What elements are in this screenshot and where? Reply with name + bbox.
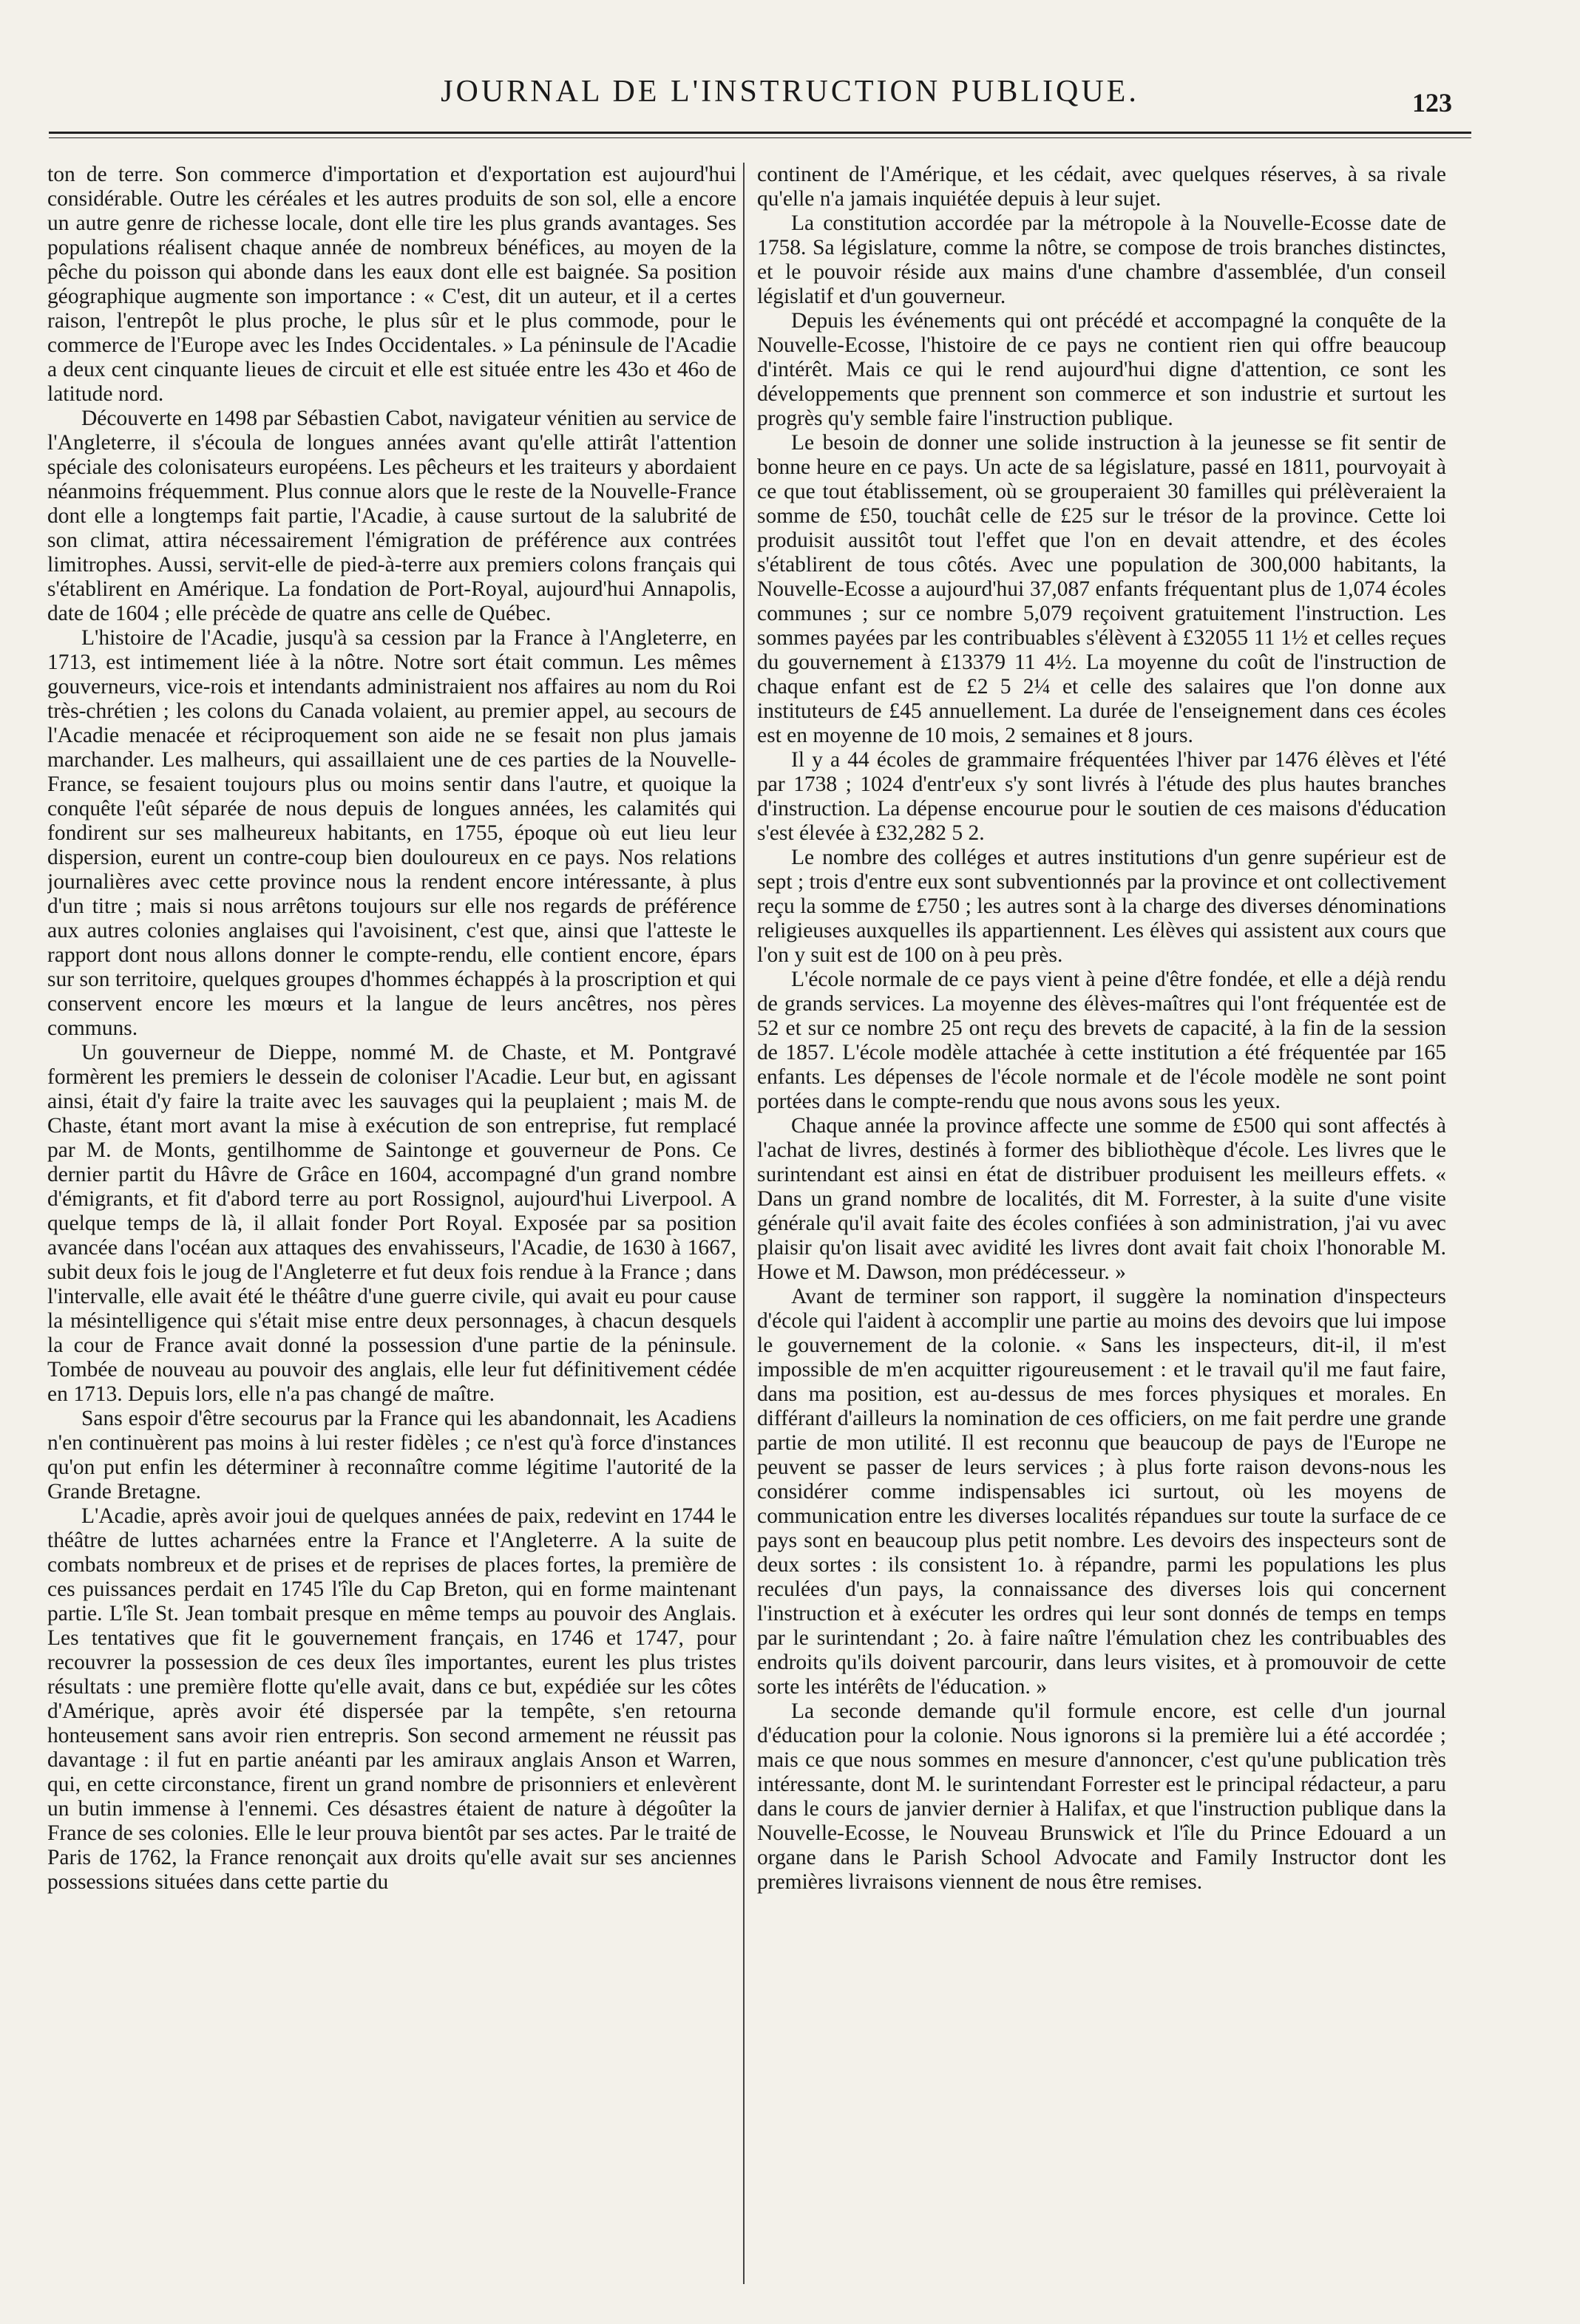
right-column — [757, 163, 1446, 2284]
paragraph: Sans espoir d'être secourus par la France qui les abandonnait, les Acadiens n'en continuèrent pas moins à lui rester fidèles ; ce n'est qu'à force d'instances qu'on put enfin les déterminer à reconnaître comme légitime l'autorité de la Grande Bretagne. — [47, 1407, 736, 1504]
paragraph: Le nombre des colléges et autres institutions d'un genre supérieur est de sept ; trois d'entre eux sont subventionnés par la province et ont collectivement reçu la somme de £750 ; les autres sont à la charge des diverses dénominations religieuses auxquelles ils appartiennent. Les élèves qui assistent aux cours que l'on y suit est de 100 on à peu près. — [757, 846, 1446, 967]
paragraph: Il y a 44 écoles de grammaire fréquentées l'hiver par 1476 élèves et l'été par 1738 ; 1024 d'entr'eux s'y sont livrés à l'étude des plus hautes branches d'instruction. La dépense encourue pour le soutien de ces maisons d'éducation s'est élevée à £32,282 5 2. — [757, 748, 1446, 845]
page-number: 123 — [1412, 88, 1452, 118]
paragraph: continent de l'Amérique, et les cédait, avec quelques réserves, à sa rivale qu'elle n'a jamais inquiétée depuis à leur sujet. — [757, 163, 1446, 211]
header-rule-thin — [49, 137, 1471, 138]
paragraph: Un gouverneur de Dieppe, nommé M. de Chaste, et M. Pontgravé formèrent les premiers le dessein de coloniser l'Acadie. Leur but, en agissant ainsi, était d'y faire la traite avec les sauvages qui la peuplaient ; mais M. de Chaste, étant mort avant la mise à exécution de son entreprise, fut remplacé par M. de Monts, gentilhomme de Saintonge et gouverneur de Pons. Ce dernier partit du Hâvre de Grâce en 1604, accompagné d'un grand nombre d'émigrants, et fit d'abord terre au port Rossignol, aujourd'hui Liverpool. A quelque temps de là, il allait fonder Port Royal. Exposée par sa position avancée dans l'océan aux attaques des envahisseurs, l'Acadie, de 1630 à 1667, subit deux fois le joug de l'Angleterre et fut deux fois rendue à la France ; dans l'intervalle, elle avait été le théâtre d'une guerre civile, qui avait eu pour cause la mésintelligence qui s'était mise entre deux personnages, à chacun desquels la cour de France avait donné la possession d'une partie de la péninsule. Tombée de nouveau au pouvoir des anglais, elle leur fut définitivement cédée en 1713. Depuis lors, elle n'a pas changé de maître. — [47, 1041, 736, 1406]
paragraph: L'histoire de l'Acadie, jusqu'à sa cession par la France à l'Angleterre, en 1713, est intimement liée à la nôtre. Notre sort était commun. Les mêmes gouverneurs, vice-rois et intendants administraient nos affaires au nom du Roi très-chrétien ; les colons du Canada volaient, au premier appel, au secours de l'Acadie menacée et réciproquement son aide ne se fesait non plus jamais marchander. Les malheurs, qui assaillaient une de ces parties de la Nouvelle-France, se fesaient toujours plus ou moins sentir dans l'autre, et quoique la conquête l'eût séparée de nous depuis de longues années, les calamités qui fondirent sur ses malheureux habitants, en 1755, époque où eut lieu leur dispersion, eurent un contre-coup bien douloureux en ce pays. Nos relations journalières avec cette province nous la rendent encore intéressante, à plus d'un titre ; mais si nous arrêtons toujours sur elle nos regards de préférence aux autres colonies anglaises qui l'avoisinent, c'est que, ainsi que l'atteste le rapport dont nous allons donner le compte-rendu, elle contient encore, épars sur son territoire, quelques groupes d'hommes échappés à la proscription et qui conservent encore les mœurs et la langue de leurs ancêtres, nos pères communs. — [47, 626, 736, 1040]
paragraph: L'école normale de ce pays vient à peine d'être fondée, et elle a déjà rendu de grands services. La moyenne des élèves-maîtres qui l'ont fréquentée est de 52 et sur ce nombre 25 ont reçu des brevets de capacité, à la fin de la session de 1857. L'école modèle attachée à cette institution a été fréquentée par 165 enfants. Les dépenses de l'école normale et de l'école modèle ne sont point portées dans le compte-rendu que nous avons sous les yeux. — [757, 968, 1446, 1113]
paragraph: L'Acadie, après avoir joui de quelques années de paix, redevint en 1744 le théâtre de luttes acharnées entre la France et l'Angleterre. A la suite de combats nombreux et de prises et de reprises de places fortes, la première de ces puissances perdait en 1745 l'île du Cap Breton, qui en forme maintenant partie. L'île St. Jean tombait presque en même temps au pouvoir des Anglais. Les tentatives que fit le gouvernement français, en 1746 et 1747, pour recouvrer la possession de ces deux îles importantes, eurent les plus tristes résultats : une première flotte qu'elle avait, dans ce but, expédiée sur les côtes d'Amérique, après avoir été dispersée par la tempête, s'en retourna honteusement sans avoir rien entrepris. Son second armement ne réussit pas davantage : il fut en partie anéanti par les amiraux anglais Anson et Warren, qui, en cette circonstance, firent un grand nombre de prisonniers et enlevèrent un butin immense à l'ennemi. Ces désastres étaient de nature à dégoûter la France de ses colonies. Elle le leur prouva bientôt par ses actes. Par le traité de Paris de 1762, la France renonçait aux droits qu'elle avait sur ses anciennes possessions situées dans cette partie du — [47, 1504, 736, 1894]
paragraph: La constitution accordée par la métropole à la Nouvelle-Ecosse date de 1758. Sa législature, comme la nôtre, se compose de trois branches distinctes, et le pouvoir réside aux mains d'une chambre d'assemblée, d'un conseil législatif et d'un gouverneur. — [757, 211, 1446, 308]
paragraph: Le besoin de donner une solide instruction à la jeunesse se fit sentir de bonne heure en ce pays. Un acte de sa législature, passé en 1811, pourvoyait à ce que tout établissement, où se grouperaient 30 familles qui prélèveraient la somme de £50, touchât celle de £25 sur le trésor de la province. Cette loi produisit aussitôt tout l'effet que l'on en devait attendre, et des écoles s'établirent de tous côtés. Avec une population de 300,000 habitants, la Nouvelle-Ecosse a aujourd'hui 37,087 enfants fréquentant plus de 1,074 écoles communes ; sur ce nombre 5,079 reçoivent gratuitement l'instruction. Les sommes payées par les contribuables s'élèvent à £32055 11 1½ et celles reçues du gouvernement à £13379 11 4½. La moyenne du coût de l'instruction de chaque enfant est de £2 5 2¼ et celle des salaires que l'on donne aux instituteurs de £45 annuellement. La durée de l'enseignement dans ces écoles est en moyenne de 10 mois, 2 semaines et 8 jours. — [757, 431, 1446, 747]
column-divider — [743, 163, 745, 2284]
paragraph: Depuis les événements qui ont précédé et accompagné la conquête de la Nouvelle-Ecosse, l'histoire de ce pays ne contient rien qui offre beaucoup d'intérêt. Mais ce qui le rend aujourd'hui digne d'attention, ce sont les développements que prennent son commerce et son industrie et surtout les progrès qu'y semble faire l'instruction publique. — [757, 309, 1446, 430]
header-rule — [49, 132, 1471, 134]
running-title: JOURNAL DE L'INSTRUCTION PUBLIQUE. — [441, 75, 1139, 109]
paragraph: ton de terre. Son commerce d'importation et d'exportation est aujourd'hui considérable. Outre les céréales et les autres produits de son sol, elle a encore un autre genre de richesse locale, dont elle tire les plus grands avantages. Ses populations réalisent chaque année de nombreux bénéfices, au moyen de la pêche du poisson qui abonde dans les eaux dont elle est baignée. Sa position géographique augmente son importance : « C'est, dit un auteur, et il a certes raison, l'entrepôt le plus proche, le plus sûr et le plus commode, pour le commerce de l'Europe avec les Indes Occidentales. » La péninsule de l'Acadie a deux cent cinquante lieues de circuit et elle est située entre les 43o et 46o de latitude nord. — [47, 163, 736, 406]
left-column — [47, 163, 736, 2284]
paragraph: Découverte en 1498 par Sébastien Cabot, navigateur vénitien au service de l'Angleterre, il s'écoula de longues années avant qu'elle attirât l'attention spéciale des colonisateurs européens. Les pêcheurs et les traiteurs y abordaient néanmoins fréquemment. Plus connue alors que le reste de la Nouvelle-France dont elle a longtemps fait partie, l'Acadie, à cause surtout de la salubrité de son climat, attira nécessairement l'émigration de préférence aux contrées limitrophes. Aussi, servit-elle de pied-à-terre aux premiers colons français qui s'établirent en Amérique. La fondation de Port-Royal, aujourd'hui Annapolis, date de 1604 ; elle précède de quatre ans celle de Québec. — [47, 407, 736, 625]
paragraph: La seconde demande qu'il formule encore, est celle d'un journal d'éducation pour la colonie. Nous ignorons si la première lui a été accordée ; mais ce que nous sommes en mesure d'annoncer, c'est qu'une publication très intéressante, dont M. le surintendant Forrester est le principal rédacteur, a paru dans le cours de janvier dernier à Halifax, et que l'instruction publique dans la Nouvelle-Ecosse, le Nouveau Brunswick et l'île du Prince Edouard a un organe dans le Parish School Advocate and Family Instructor dont les premières livraisons viennent de nous être remises. — [757, 1699, 1446, 1894]
paragraph: Avant de terminer son rapport, il suggère la nomination d'inspecteurs d'école qui l'aident à accomplir une partie au moins des devoirs que lui impose le gouvernement de la colonie. « Sans les inspecteurs, dit-il, il m'est impossible de m'en acquitter rigoureusement : et le travail qu'il me faut faire, dans ma position, est au-dessus de mes forces physiques et morales. En différant d'ailleurs la nomination de ces officiers, on me fait perdre une grande partie de mon utilité. Il est reconnu que beaucoup de pays de l'Europe ne peuvent se passer de leurs services ; à plus forte raison devons-nous les considérer comme indispensables ici surtout, où les moyens de communication entre les diverses localités répandues sur toute la surface de ce pays sont en beaucoup plus petit nombre. Les devoirs des inspecteurs sont de deux sortes : ils consistent 1o. à répandre, parmi les populations les plus reculées d'un pays, la connaissance des diverses lois qui concernent l'instruction et à exécuter les ordres qui leur sont donnés de temps en temps par le surintendant ; 2o. à faire naître l'émulation chez les contribuables des endroits qu'ils doivent parcourir, dans leurs visites, et à promouvoir de cette sorte les intérêts de l'éducation. » — [757, 1285, 1446, 1699]
paragraph: Chaque année la province affecte une somme de £500 qui sont affectés à l'achat de livres, destinés à former des bibliothèque d'école. Les livres que le surintendant est ainsi en état de distribuer produisent les meilleurs effets. « Dans un grand nombre de localités, dit M. Forrester, à la suite d'une visite générale qu'il avait faite des écoles confiées à son administration, j'ai vu avec plaisir qu'on lisait avec avidité les livres dont avait fait choix l'honorable M. Howe et M. Dawson, mon prédécesseur. » — [757, 1114, 1446, 1284]
